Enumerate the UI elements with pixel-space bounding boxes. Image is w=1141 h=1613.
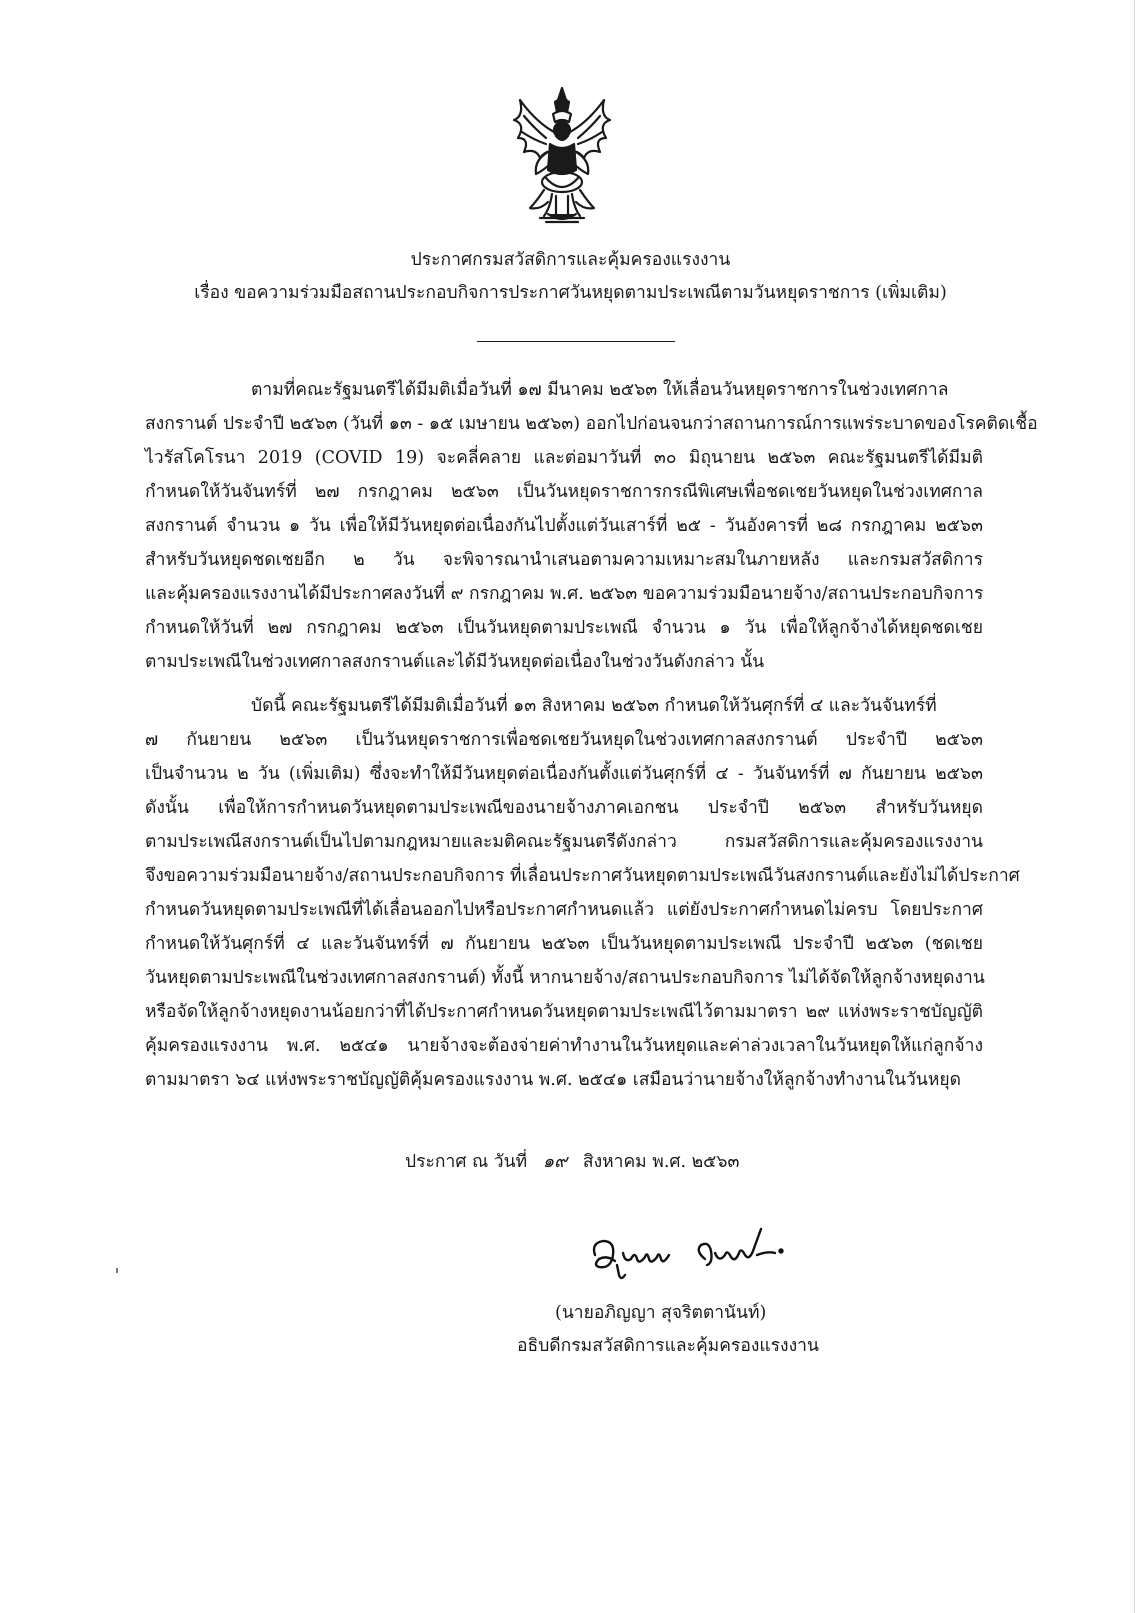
paragraph-2-line: เป็นจำนวน ๒ วัน (เพิ่มเติม) ซึ่งจะทำให้มีวันหยุดต่อเนื่องกันตั้งแต่วันศุกร์ที่ ๔ - วันจันทร์ที่ ๗ กันยายน ๒๕๖๓ [145, 764, 983, 784]
paragraph-1-line: ตามที่คณะรัฐมนตรีได้มีมติเมื่อวันที่ ๑๗ มีนาคม ๒๕๖๓ ให้เลื่อนวันหยุดราชการในช่วงเทศกาล [251, 380, 949, 400]
paragraph-1-line: สำหรับวันหยุดชดเชยอีก ๒ วัน จะพิจารณานำเสนอตามความเหมาะสมในภายหลัง และกรมสวัสดิการ [145, 550, 983, 570]
paragraph-1-line: กำหนดให้วันที่ ๒๗ กรกฎาคม ๒๕๖๓ เป็นวันหยุดตามประเพณี จำนวน ๑ วัน เพื่อให้ลูกจ้างได้หยุดชดเชย [145, 618, 983, 638]
scan-edge [1134, 0, 1135, 1613]
scan-speck [116, 1268, 118, 1273]
garuda-emblem-icon [500, 86, 624, 230]
announcement-date [405, 1150, 739, 1174]
paragraph-1-line: ไวรัสโคโรนา 2019 (COVID 19) จะคลี่คลาย และต่อมาวันที่ ๓๐ มิถุนายน ๒๕๖๓ คณะรัฐมนตรีได้มีมติ [145, 448, 983, 468]
date-suffix: สิงหาคม พ.ศ. ๒๕๖๓ [582, 1152, 740, 1172]
date-prefix: ประกาศ ณ วันที่ [405, 1152, 528, 1172]
paragraph-2-line: บัดนี้ คณะรัฐมนตรีได้มีมติเมื่อวันที่ ๑๓ สิงหาคม ๒๕๖๓ กำหนดให้วันศุกร์ที่ ๔ และวันจันทร์ที่ [251, 696, 937, 716]
paragraph-1-line: ตามประเพณีในช่วงเทศกาลสงกรานต์และได้มีวันหยุดต่อเนื่องในช่วงวันดังกล่าว นั้น [145, 652, 765, 672]
paragraph-2-line: ดังนั้น เพื่อให้การกำหนดวันหยุดตามประเพณีของนายจ้างภาคเอกชน ประจำปี ๒๕๖๓ สำหรับวันหยุด [145, 798, 983, 818]
paragraph-1-line: กำหนดให้วันจันทร์ที่ ๒๗ กรกฎาคม ๒๕๖๓ เป็นวันหยุดราชการกรณีพิเศษเพื่อชดเชยวันหยุดในช่วงเทศกาล [145, 482, 983, 502]
paragraph-2-line: จึงขอความร่วมมือนายจ้าง/สถานประกอบกิจการ ที่เลื่อนประกาศวันหยุดตามประเพณีวันสงกรานต์และยังไม่ได้ประกาศ [145, 866, 1020, 886]
paragraph-1-line: สงกรานต์ จำนวน ๑ วัน เพื่อให้มีวันหยุดต่อเนื่องกันไปตั้งแต่วันเสาร์ที่ ๒๕ - วันอังคารที่ ๒๘ กรกฎาคม ๒๕๖๓ [145, 516, 983, 536]
signer-position: อธิบดีกรมสวัสดิการและคุ้มครองแรงงาน [517, 1336, 819, 1356]
signer-name: (นายอภิญญา สุจริตตานันท์) [555, 1303, 767, 1323]
paragraph-1-line: สงกรานต์ ประจำปี ๒๕๖๓ (วันที่ ๑๓ - ๑๕ เมษายน ๒๕๖๓) ออกไปก่อนจนกว่าสถานการณ์การแพร่ระบาดของโรคติดเชื้อ [145, 414, 1038, 434]
title-divider [477, 341, 675, 342]
paragraph-2-line: คุ้มครองแรงงาน พ.ศ. ๒๕๔๑ นายจ้างจะต้องจ่ายค่าทำงานในวันหยุดและค่าล่วงเวลาในวันหยุดให้แก่ลูกจ้าง [145, 1036, 983, 1056]
date-day-handwritten: ๑๙ [542, 1151, 568, 1172]
paragraph-2-line: ตามประเพณีสงกรานต์เป็นไปตามกฎหมายและมติคณะรัฐมนตรีดังกล่าว กรมสวัสดิการและคุ้มครองแรงงาน [145, 832, 983, 852]
paragraph-1-line: และคุ้มครองแรงงานได้มีประกาศลงวันที่ ๙ กรกฎาคม พ.ศ. ๒๕๖๓ ขอความร่วมมือนายจ้าง/สถานประกอบกิจการ [145, 584, 984, 604]
paragraph-2-line: วันหยุดตามประเพณีในช่วงเทศกาลสงกรานต์) ทั้งนี้ หากนายจ้าง/สถานประกอบกิจการ ไม่ได้จัดให้ลูกจ้างหยุดงาน [145, 968, 985, 988]
subject-title: เรื่อง ขอความร่วมมือสถานประกอบกิจการประกาศวันหยุดตามประเพณีตามวันหยุดราชการ (เพิ่มเติม) [194, 283, 947, 303]
handwritten-signature [585, 1225, 815, 1285]
paragraph-2-line: กำหนดวันหยุดตามประเพณีที่ได้เลื่อนออกไปหรือประกาศกำหนดแล้ว แต่ยังประกาศกำหนดไม่ครบ โดยประกาศ [145, 900, 983, 920]
paragraph-2-line: กำหนดให้วันศุกร์ที่ ๔ และวันจันทร์ที่ ๗ กันยายน ๒๕๖๓ เป็นวันหยุดตามประเพณี ประจำปี ๒๕๖๓ (ชดเชย [145, 934, 983, 954]
paragraph-2-line: ๗ กันยายน ๒๕๖๓ เป็นวันหยุดราชการเพื่อชดเชยวันหยุดในช่วงเทศกาลสงกรานต์ ประจำปี ๒๕๖๓ [145, 730, 983, 750]
paragraph-2-line: หรือจัดให้ลูกจ้างหยุดงานน้อยกว่าที่ได้ประกาศกำหนดวันหยุดตามประเพณีไว้ตามมาตรา ๒๙ แห่งพระราชบัญญัติ [145, 1002, 983, 1022]
paragraph-2-line: ตามมาตรา ๖๔ แห่งพระราชบัญญัติคุ้มครองแรงงาน พ.ศ. ๒๕๔๑ เสมือนว่านายจ้างให้ลูกจ้างทำงานในวันหยุด [145, 1070, 961, 1090]
issuer-title: ประกาศกรมสวัสดิการและคุ้มครองแรงงาน [410, 250, 731, 270]
